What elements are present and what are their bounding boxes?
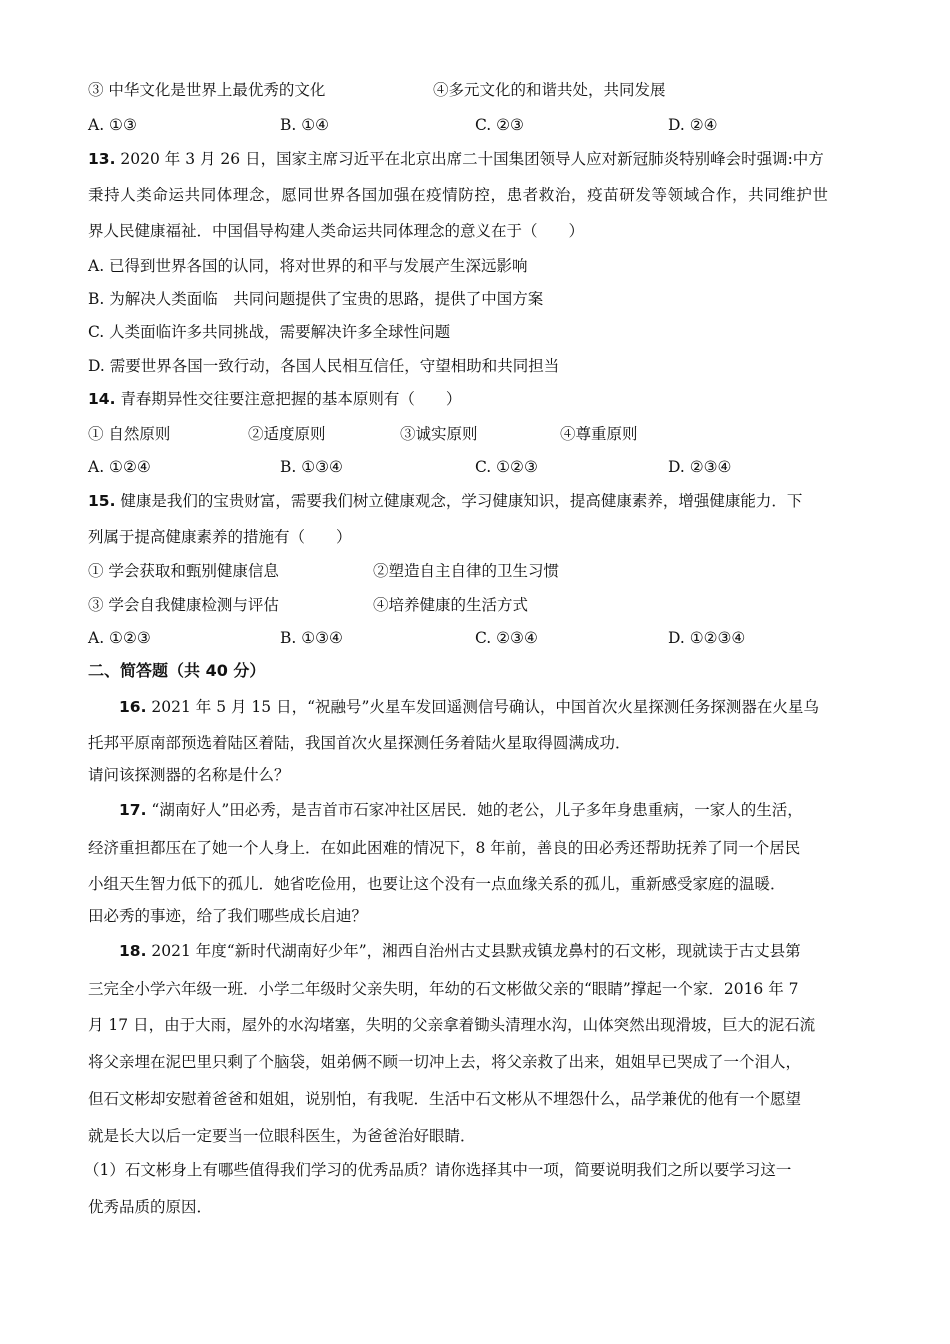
q16-question: 请问该探测器的名称是什么？ (88, 766, 290, 784)
q18-text-1: 2021 年度“新时代湖南好少年”，湘西自治州古丈县默戎镇龙鼻村的石文彬，现就读于古丈县第 (151, 942, 801, 960)
q17-number: 17. (119, 801, 147, 819)
q17-line-1 (119, 800, 803, 820)
q17-question: 田必秀的事迹，给了我们哪些成长启迪？ (88, 907, 368, 925)
q16-line-1 (119, 697, 819, 717)
q15-option-b: B. ①③④ (280, 629, 343, 647)
q13-option-b: B. 为解决人类面临 共同问题提供了宝贵的思路，提供了中国方案 (88, 290, 544, 308)
q13-option-c: C. 人类面临许多共同挑战，需要解决许多全球性问题 (88, 323, 451, 341)
q15-item-1: ① 学会获取和甄别健康信息 (88, 562, 279, 580)
q14-option-c: C. ①②③ (475, 458, 538, 476)
q15-option-d: D. ①②③④ (668, 629, 746, 647)
q14-item-4: ④尊重原则 (560, 425, 638, 443)
q14-text: 青春期异性交往要注意把握的基本原则有（ ） (120, 390, 462, 408)
q12-option-a: A. ①③ (88, 116, 137, 134)
q18-line-5: 但石文彬却安慰着爸爸和姐姐，说别怕，有我呢．生活中石文彬从不埋怨什么，品学兼优的他有一个愿望 (88, 1090, 802, 1108)
section-2-title: 二、简答题（共 40 分） (88, 661, 266, 680)
q18-line-2: 三完全小学六年级一班．小学二年级时父亲失明，年幼的石文彬做父亲的“眼睛”撑起一个家．2016 年 7 (88, 980, 799, 998)
q18-number: 18. (119, 942, 147, 960)
q18-sub1-line-2: 优秀品质的原因． (88, 1198, 213, 1216)
q13-text-1: 2020 年 3 月 26 日，国家主席习近平在北京出席二十国集团领导人应对新冠肺炎特别峰会时强调:中方 (120, 150, 824, 168)
q17-text-1: “湖南好人”田必秀，是吉首市石家冲社区居民．她的老公，儿子多年身患重病，一家人的生活， (151, 801, 803, 819)
q15-text-1: 健康是我们的宝贵财富，需要我们树立健康观念，学习健康知识，提高健康素养，增强健康能力．下 (120, 492, 803, 510)
q15-option-c: C. ②③④ (475, 629, 538, 647)
q14-option-a: A. ①②④ (88, 458, 151, 476)
q14-item-3: ③诚实原则 (400, 425, 478, 443)
q12-option-d: D. ②④ (668, 116, 718, 134)
q15-item-3: ③ 学会自我健康检测与评估 (88, 596, 279, 614)
q15-item-2: ②塑造自主自律的卫生习惯 (373, 562, 560, 580)
q13-line-3: 界人民健康福祉．中国倡导构建人类命运共同体理念的意义在于（ ） (88, 222, 585, 240)
q14-number: 14. (88, 390, 116, 408)
q13-option-d: D. 需要世界各国一致行动，各国人民相互信任，守望相助和共同担当 (88, 357, 560, 375)
q14-option-d: D. ②③④ (668, 458, 732, 476)
q12-option-b: B. ①④ (280, 116, 330, 134)
q12-item-4: ④多元文化的和谐共处，共同发展 (433, 81, 666, 99)
q12-item-3: ③ 中华文化是世界上最优秀的文化 (88, 81, 326, 99)
q17-line-3: 小组天生智力低下的孤儿．她省吃俭用，也要让这个没有一点血缘关系的孤儿，重新感受家庭的温暖． (88, 875, 786, 893)
q18-line-1 (119, 941, 801, 961)
q18-line-6: 就是长大以后一定要当一位眼科医生，为爸爸治好眼睛． (88, 1127, 476, 1145)
q14-item-2: ②适度原则 (248, 425, 326, 443)
q18-line-4: 将父亲埋在泥巴里只剩了个脑袋，姐弟俩不顾一切冲上去，将父亲救了出来，姐姐早已哭成了一个泪人， (88, 1053, 802, 1071)
q16-line-2: 托邦平原南部预选着陆区着陆，我国首次火星探测任务着陆火星取得圆满成功． (88, 734, 631, 752)
q12-option-c: C. ②③ (475, 116, 524, 134)
q14-item-1: ① 自然原则 (88, 425, 171, 443)
q13-number: 13. (88, 150, 116, 168)
q18-sub1-line-1: （1）石文彬身上有哪些值得我们学习的优秀品质？请你选择其中一项，简要说明我们之所以要学习这一 (84, 1161, 792, 1179)
q16-number: 16. (119, 698, 147, 716)
q18-line-3: 月 17 日，由于大雨，屋外的水沟堵塞，失明的父亲拿着锄头清理水沟，山体突然出现滑坡，巨大的泥石流 (88, 1016, 816, 1034)
q15-line-1 (88, 491, 802, 511)
q13-option-a: A. 已得到世界各国的认同，将对世界的和平与发展产生深远影响 (88, 257, 528, 275)
q14-option-b: B. ①③④ (280, 458, 343, 476)
q17-line-2: 经济重担都压在了她一个人身上．在如此困难的情况下，8 年前，善良的田必秀还帮助抚养了同一个居民 (88, 839, 801, 857)
q16-text-1: 2021 年 5 月 15 日，“祝融号”火星车发回遥测信号确认，中国首次火星探测任务探测器在火星乌 (151, 698, 819, 716)
q15-line-2: 列属于提高健康素养的措施有（ ） (88, 528, 352, 546)
q15-option-a: A. ①②③ (88, 629, 151, 647)
q13-line-1 (88, 149, 824, 169)
q14-line-1 (88, 389, 461, 409)
q15-number: 15. (88, 492, 116, 510)
q15-item-4: ④培养健康的生活方式 (373, 596, 529, 614)
q13-line-2: 秉持人类命运共同体理念，愿同世界各国加强在疫情防控，患者救治，疫苗研发等领域合作，共同维护世 (88, 186, 829, 204)
